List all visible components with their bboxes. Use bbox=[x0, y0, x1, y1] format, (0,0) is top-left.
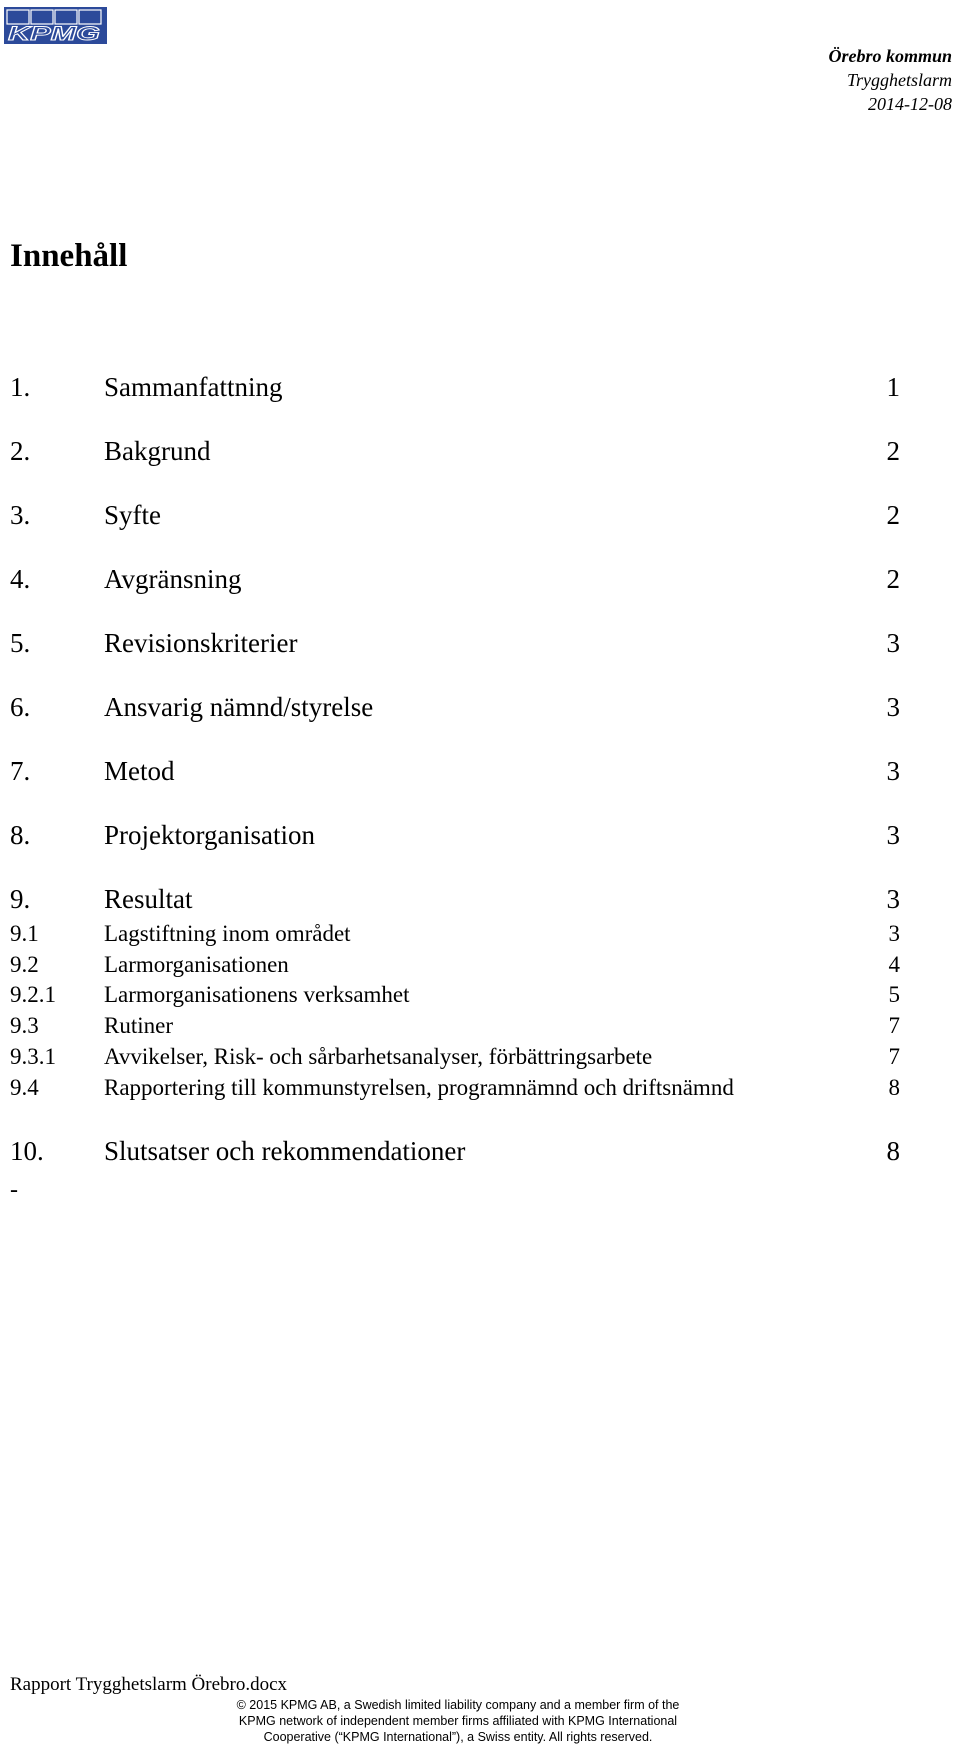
toc-entry-title: Bakgrund bbox=[104, 436, 211, 466]
toc-entry[interactable] bbox=[10, 950, 900, 984]
toc-entry[interactable] bbox=[10, 1042, 900, 1076]
toc-entry-page: 1 bbox=[886, 372, 900, 402]
footer-legal-line: Cooperative (“KPMG International”), a Swiss entity. All rights reserved. bbox=[263, 1730, 653, 1744]
toc-entry[interactable] bbox=[10, 754, 900, 788]
toc-entry[interactable] bbox=[10, 562, 900, 596]
toc-entry-number: 9.2 bbox=[10, 952, 39, 977]
toc-entry-number: 10. bbox=[10, 1136, 44, 1166]
toc-entry-page: 3 bbox=[886, 628, 900, 658]
toc-entry[interactable] bbox=[10, 919, 900, 953]
toc-entry-page: 3 bbox=[886, 756, 900, 786]
toc-entry-title: Sammanfattning bbox=[104, 372, 283, 402]
toc-entry-number: 6. bbox=[10, 692, 31, 722]
toc-entry-title: Ansvarig nämnd/styrelse bbox=[104, 692, 374, 722]
toc-entry-page: 2 bbox=[886, 436, 900, 466]
toc-entry-title: Avgränsning bbox=[104, 564, 242, 594]
toc-entry[interactable] bbox=[10, 818, 900, 852]
toc-entry-title: Avvikelser, Risk- och sårbarhetsanalyser, förbättringsarbete bbox=[104, 1044, 653, 1069]
toc-entry-number: 5. bbox=[10, 628, 31, 658]
toc-entry-page: 5 bbox=[888, 982, 900, 1007]
toc-entry-title: Resultat bbox=[104, 884, 193, 914]
toc-entry-page: 3 bbox=[886, 820, 900, 850]
toc-entry[interactable] bbox=[10, 370, 900, 404]
toc-entry-number: 9.3 bbox=[10, 1013, 39, 1038]
toc-entry[interactable] bbox=[10, 980, 900, 1014]
toc-entry-number: 9.3.1 bbox=[10, 1044, 56, 1069]
toc-entry-title: Syfte bbox=[104, 500, 161, 530]
toc-entry-page: 2 bbox=[886, 500, 900, 530]
toc-entry[interactable] bbox=[10, 1011, 900, 1045]
trailing-dash: - bbox=[10, 1177, 18, 1203]
toc-entry-page: 8 bbox=[888, 1075, 900, 1100]
toc-entry[interactable] bbox=[10, 882, 900, 916]
toc-entry-number: 9.2.1 bbox=[10, 982, 56, 1007]
toc-entry[interactable] bbox=[10, 498, 900, 532]
toc-entry-page: 4 bbox=[888, 952, 900, 977]
toc-entry[interactable] bbox=[10, 434, 900, 468]
toc-title: Innehåll bbox=[10, 238, 128, 274]
toc-entry-number: 1. bbox=[10, 372, 31, 402]
toc-entry-number: 7. bbox=[10, 756, 31, 786]
kpmg-logo-text: KPMG bbox=[8, 24, 101, 44]
toc-entry-title: Rutiner bbox=[104, 1013, 173, 1038]
toc-entry-number: 2. bbox=[10, 436, 31, 466]
toc-entry-title: Metod bbox=[104, 756, 175, 786]
toc-entry[interactable] bbox=[10, 1134, 900, 1168]
toc-entry-title: Lagstiftning inom området bbox=[104, 921, 351, 946]
toc-entry-page: 7 bbox=[888, 1044, 900, 1069]
footer-filename: Rapport Trygghetslarm Örebro.docx bbox=[10, 1674, 288, 1695]
toc-entry-page: 3 bbox=[888, 921, 900, 946]
toc-entry-title: Larmorganisationens verksamhet bbox=[104, 982, 410, 1007]
toc-entry-page: 3 bbox=[886, 884, 900, 914]
toc-entry-page: 2 bbox=[886, 564, 900, 594]
toc-entry-title: Rapportering till kommunstyrelsen, programnämnd och driftsnämnd bbox=[104, 1075, 734, 1100]
toc-entry-number: 8. bbox=[10, 820, 31, 850]
toc-entry-page: 8 bbox=[886, 1136, 900, 1166]
toc-entry-number: 9.1 bbox=[10, 921, 39, 946]
header-date: 2014-12-08 bbox=[868, 94, 952, 114]
toc-entry[interactable] bbox=[10, 690, 900, 724]
footer-legal-notice bbox=[218, 1697, 698, 1745]
document-header bbox=[828, 44, 952, 116]
toc-entry-number: 3. bbox=[10, 500, 31, 530]
toc-entry-number: 4. bbox=[10, 564, 31, 594]
header-subject: Trygghetslarm bbox=[846, 70, 952, 90]
toc-entry-number: 9.4 bbox=[10, 1075, 39, 1100]
toc-entry-page: 7 bbox=[888, 1013, 900, 1038]
footer-legal-line: KPMG network of independent member firms affiliated with KPMG International bbox=[238, 1714, 678, 1728]
toc-entry-title: Larmorganisationen bbox=[104, 952, 289, 977]
footer-legal-line: © 2015 KPMG AB, a Swedish limited liability company and a member firm of the bbox=[236, 1698, 680, 1712]
toc-entry-title: Projektorganisation bbox=[104, 820, 315, 850]
header-organization: Örebro kommun bbox=[828, 46, 952, 66]
toc-entry-title: Revisionskriterier bbox=[104, 628, 298, 658]
kpmg-logo bbox=[4, 7, 107, 44]
toc-entry-title: Slutsatser och rekommendationer bbox=[104, 1136, 466, 1166]
toc-entry[interactable] bbox=[10, 626, 900, 660]
toc-entry[interactable] bbox=[10, 1073, 900, 1107]
toc-entry-page: 3 bbox=[886, 692, 900, 722]
toc-entry-number: 9. bbox=[10, 884, 31, 914]
